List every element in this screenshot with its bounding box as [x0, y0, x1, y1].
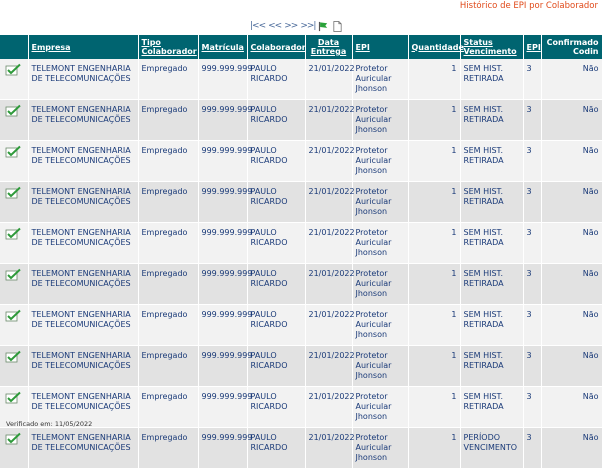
header-select	[0, 35, 28, 59]
cell-empresa: TELEMONT ENGENHARIA DE TELECOMUNICAÇÕES	[28, 141, 138, 182]
cell-status-vencimento: SEM HIST. RETIRADA	[460, 100, 523, 141]
header-status-vencimento[interactable]: Status Vencimento	[460, 35, 523, 59]
cell-quantidade: 1	[408, 305, 460, 346]
table-row	[0, 428, 602, 469]
cell-tipo-colaborador: Empregado	[138, 100, 198, 141]
confirm-check-icon[interactable]	[4, 104, 22, 118]
cell-status-vencimento: PERÍODO VENCIMENTO	[460, 428, 523, 469]
cell-epi: Protetor Auricular Jhonson	[352, 387, 408, 428]
cell-epi: Protetor Auricular Jhonson	[352, 346, 408, 387]
confirm-check-icon[interactable]	[4, 432, 22, 446]
confirm-check-icon[interactable]	[4, 63, 22, 77]
header-matricula[interactable]: Matrícula	[198, 35, 247, 59]
cell-matricula: 999.999.999	[198, 223, 247, 264]
cell-quantidade: 1	[408, 100, 460, 141]
table-row	[0, 223, 602, 264]
header-epi[interactable]: EPI	[352, 35, 408, 59]
cell-data-entrega: 21/01/2022	[305, 59, 352, 100]
cell-colaborador: PAULO RICARDO	[247, 223, 305, 264]
last-page-button[interactable]: >>|	[300, 21, 316, 31]
cell-empresa: TELEMONT ENGENHARIA DE TELECOMUNICAÇÕES	[28, 346, 138, 387]
cell-confirmado-codin: Não	[541, 346, 602, 387]
confirm-check-icon[interactable]	[4, 145, 22, 159]
cell-quantidade: 1	[408, 387, 460, 428]
cell-data-entrega: 21/01/2022	[305, 182, 352, 223]
cell-tipo-colaborador: Empregado	[138, 141, 198, 182]
cell-status-vencimento: SEM HIST. RETIRADA	[460, 59, 523, 100]
cell-tipo-colaborador: Empregado	[138, 387, 198, 428]
cell-tipo-colaborador: Empregado	[138, 346, 198, 387]
cell-status-vencimento: SEM HIST. RETIRADA	[460, 223, 523, 264]
cell-colaborador: PAULO RICARDO	[247, 305, 305, 346]
cell-epi: Protetor Auricular Jhonson	[352, 59, 408, 100]
cell-epi: Protetor Auricular Jhonson	[352, 141, 408, 182]
confirm-check-icon[interactable]	[4, 186, 22, 200]
cell-status-vencimento: SEM HIST. RETIRADA	[460, 346, 523, 387]
header-tipo-colaborador[interactable]: Tipo Colaborador	[138, 35, 198, 59]
cell-confirmado-codin: Não	[541, 100, 602, 141]
cell-data-entrega: 21/01/2022	[305, 428, 352, 469]
cell-tipo-colaborador: Empregado	[138, 428, 198, 469]
cell-colaborador: PAULO RICARDO	[247, 141, 305, 182]
table-row	[0, 264, 602, 305]
cell-epi-2: 3	[523, 182, 541, 223]
row-select-cell[interactable]	[0, 264, 28, 305]
cell-confirmado-codin: Não	[541, 182, 602, 223]
cell-epi: Protetor Auricular Jhonson	[352, 264, 408, 305]
cell-quantidade: 1	[408, 141, 460, 182]
table-row	[0, 141, 602, 182]
cell-empresa: TELEMONT ENGENHARIA DE TELECOMUNICAÇÕES	[28, 305, 138, 346]
header-confirmado-codin: Confirmado Codin	[541, 35, 602, 59]
cell-quantidade: 1	[408, 428, 460, 469]
cell-tipo-colaborador: Empregado	[138, 59, 198, 100]
table-row	[0, 346, 602, 387]
cell-matricula: 999.999.999	[198, 100, 247, 141]
cell-matricula: 999.999.999	[198, 59, 247, 100]
row-select-cell[interactable]	[0, 141, 28, 182]
epi-history-table	[0, 35, 603, 469]
cell-status-vencimento: SEM HIST. RETIRADA	[460, 182, 523, 223]
verification-footer: Verificado em: 11/05/2022	[6, 420, 93, 428]
cell-empresa: TELEMONT ENGENHARIA DE TELECOMUNICAÇÕES	[28, 182, 138, 223]
table-row	[0, 100, 602, 141]
cell-tipo-colaborador: Empregado	[138, 264, 198, 305]
cell-tipo-colaborador: Empregado	[138, 182, 198, 223]
cell-colaborador: PAULO RICARDO	[247, 182, 305, 223]
cell-epi-2: 3	[523, 59, 541, 100]
cell-colaborador: PAULO RICARDO	[247, 428, 305, 469]
row-select-cell[interactable]	[0, 59, 28, 100]
cell-data-entrega: 21/01/2022	[305, 346, 352, 387]
cell-epi: Protetor Auricular Jhonson	[352, 305, 408, 346]
cell-epi-2: 3	[523, 387, 541, 428]
cell-confirmado-codin: Não	[541, 387, 602, 428]
row-select-cell[interactable]	[0, 305, 28, 346]
cell-data-entrega: 21/01/2022	[305, 305, 352, 346]
cell-colaborador: PAULO RICARDO	[247, 264, 305, 305]
row-select-cell[interactable]	[0, 428, 28, 469]
cell-matricula: 999.999.999	[198, 346, 247, 387]
confirm-check-icon[interactable]	[4, 227, 22, 241]
cell-epi-2: 3	[523, 264, 541, 305]
cell-empresa: TELEMONT ENGENHARIA DE TELECOMUNICAÇÕES	[28, 264, 138, 305]
cell-confirmado-codin: Não	[541, 305, 602, 346]
export-flag-icon[interactable]	[318, 21, 329, 32]
cell-confirmado-codin: Não	[541, 264, 602, 305]
cell-empresa: TELEMONT ENGENHARIA DE TELECOMUNICAÇÕES	[28, 428, 138, 469]
cell-tipo-colaborador: Empregado	[138, 223, 198, 264]
cell-empresa: TELEMONT ENGENHARIA DE TELECOMUNICAÇÕES	[28, 59, 138, 100]
cell-matricula: 999.999.999	[198, 387, 247, 428]
table-header-row	[0, 35, 602, 59]
cell-status-vencimento: SEM HIST. RETIRADA	[460, 305, 523, 346]
cell-colaborador: PAULO RICARDO	[247, 59, 305, 100]
cell-status-vencimento: SEM HIST. RETIRADA	[460, 387, 523, 428]
header-empresa[interactable]: Empresa	[28, 35, 138, 59]
cell-epi-2: 3	[523, 223, 541, 264]
cell-epi-2: 3	[523, 305, 541, 346]
row-select-cell[interactable]	[0, 223, 28, 264]
cell-data-entrega: 21/01/2022	[305, 264, 352, 305]
cell-epi-2: 3	[523, 428, 541, 469]
cell-quantidade: 1	[408, 182, 460, 223]
cell-epi-2: 3	[523, 346, 541, 387]
cell-data-entrega: 21/01/2022	[305, 141, 352, 182]
table-row	[0, 305, 602, 346]
cell-epi: Protetor Auricular Jhonson	[352, 100, 408, 141]
table-row	[0, 59, 602, 100]
cell-matricula: 999.999.999	[198, 141, 247, 182]
row-select-cell[interactable]	[0, 182, 28, 223]
cell-epi-2: 3	[523, 100, 541, 141]
cell-colaborador: PAULO RICARDO	[247, 346, 305, 387]
pagination-toolbar	[250, 19, 343, 33]
cell-confirmado-codin: Não	[541, 141, 602, 182]
cell-confirmado-codin: Não	[541, 223, 602, 264]
cell-empresa: TELEMONT ENGENHARIA DE TELECOMUNICAÇÕES	[28, 223, 138, 264]
cell-matricula: 999.999.999	[198, 264, 247, 305]
cell-data-entrega: 21/01/2022	[305, 223, 352, 264]
cell-tipo-colaborador: Empregado	[138, 305, 198, 346]
header-data-entrega[interactable]: Data Entrega	[305, 35, 352, 59]
cell-colaborador: PAULO RICARDO	[247, 100, 305, 141]
cell-confirmado-codin: Não	[541, 59, 602, 100]
cell-data-entrega: 21/01/2022	[305, 100, 352, 141]
page-title: Histórico de EPI por Colaborador	[459, 1, 598, 11]
cell-confirmado-codin: Não	[541, 428, 602, 469]
cell-quantidade: 1	[408, 223, 460, 264]
cell-empresa: TELEMONT ENGENHARIA DE TELECOMUNICAÇÕES	[28, 387, 138, 428]
cell-matricula: 999.999.999	[198, 305, 247, 346]
cell-status-vencimento: SEM HIST. RETIRADA	[460, 264, 523, 305]
cell-epi-2: 3	[523, 141, 541, 182]
cell-quantidade: 1	[408, 264, 460, 305]
header-colaborador[interactable]: Colaborador	[247, 35, 305, 59]
header-quantidade[interactable]: Quantidade	[408, 35, 460, 59]
cell-empresa: TELEMONT ENGENHARIA DE TELECOMUNICAÇÕES	[28, 100, 138, 141]
cell-matricula: 999.999.999	[198, 182, 247, 223]
confirm-check-icon[interactable]	[4, 350, 22, 364]
row-select-cell[interactable]	[0, 100, 28, 141]
table-row	[0, 182, 602, 223]
cell-matricula: 999.999.999	[198, 428, 247, 469]
cell-epi: Protetor Auricular Jhonson	[352, 182, 408, 223]
header-epi-2[interactable]: EPI	[523, 35, 541, 59]
cell-quantidade: 1	[408, 346, 460, 387]
cell-data-entrega: 21/01/2022	[305, 387, 352, 428]
next-page-button[interactable]: >>	[284, 21, 298, 31]
prev-page-button[interactable]: <<	[268, 21, 282, 31]
confirm-check-icon[interactable]	[4, 268, 22, 282]
cell-status-vencimento: SEM HIST. RETIRADA	[460, 141, 523, 182]
cell-epi: Protetor Auricular Jhonson	[352, 428, 408, 469]
cell-epi: Protetor Auricular Jhonson	[352, 223, 408, 264]
row-select-cell[interactable]	[0, 346, 28, 387]
cell-colaborador: PAULO RICARDO	[247, 387, 305, 428]
cell-quantidade: 1	[408, 59, 460, 100]
confirm-check-icon[interactable]	[4, 391, 22, 405]
document-icon[interactable]	[332, 21, 343, 32]
confirm-check-icon[interactable]	[4, 309, 22, 323]
first-page-button[interactable]: |<<	[250, 21, 266, 31]
